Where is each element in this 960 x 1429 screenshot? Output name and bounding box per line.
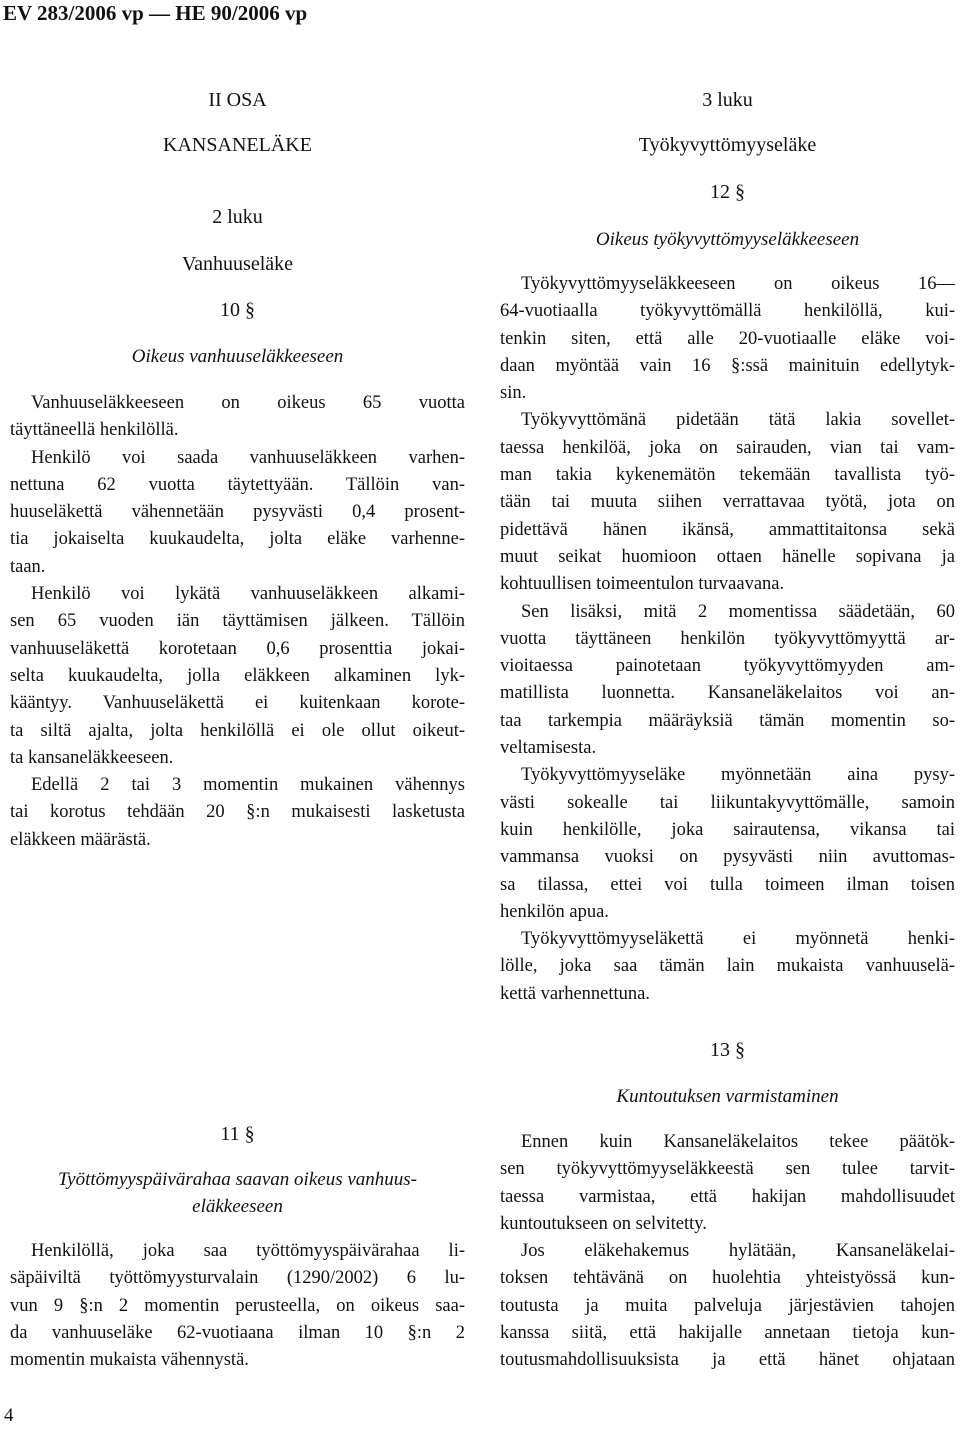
text-line: Jos eläkehakemus hylätään, Kansaneläkelai- — [521, 1241, 955, 1262]
section-heading-line: eläkkeeseen — [192, 1196, 283, 1218]
text-line: man takia kykenemätön tekemään tavallista työ- — [500, 465, 955, 486]
text-line: momentin mukaista vähennystä. — [10, 1350, 249, 1371]
text-line: kettä varhennettuna. — [500, 983, 650, 1004]
part-label: II OSA — [208, 89, 267, 111]
text-line: Henkilö voi saada vanhuuseläkkeen varhen- — [31, 447, 465, 468]
text-line: Työkyvyttömänä pidetään tätä lakia sovellet- — [521, 410, 955, 431]
chapter-title: Vanhuuseläke — [181, 253, 294, 275]
text-line: nettuna 62 vuotta täytettyään. Tällöin van- — [10, 474, 465, 495]
text-line: vanhuuseläkettä korotetaan 0,6 prosenttia jokai- — [10, 638, 465, 659]
text-line: vioitaessa painotetaan työkyvyttömyyden am- — [500, 656, 955, 677]
text-line: kääntyy. Vanhuuseläkettä ei kuitenkaan korote- — [10, 693, 465, 714]
section-number: 13 § — [710, 1039, 745, 1061]
text-line: kohtuullisen toimeentulon turvaavana. — [500, 574, 785, 595]
paragraph — [500, 1238, 955, 1374]
text-line: Työkyvyttömyyseläke myönnetään aina pysy- — [521, 765, 955, 786]
text-line: Työkyvyttömyyseläkettä ei myönnetä henki- — [521, 929, 955, 950]
section-heading: Oikeus työkyvyttömyyseläkkeeseen — [595, 229, 860, 250]
text-line: tään tai muuta siihen verrattavaa työtä, jota on — [500, 492, 955, 513]
text-line: muut seikat huomioon ottaen hänelle sopivana ja — [500, 546, 955, 567]
text-line: ta kansaneläkkeeseen. — [10, 747, 174, 768]
text-line: Sen lisäksi, mitä 2 momentissa säädetään, 60 — [521, 601, 955, 622]
text-line: tia jokaiselta kuukaudelta, jolta eläke varhenne- — [10, 529, 465, 550]
text-line: Edellä 2 tai 3 momentin mukainen vähennys — [31, 775, 465, 796]
text-line: sa tilassa, ettei voi tulla toimeen ilman toisen — [500, 874, 955, 895]
text-line: 64-vuotiaalla työkyvyttömällä henkilöllä, kui- — [500, 301, 955, 322]
text-line: vammansa vuoksi on pysyvästi niin avuttomas- — [500, 847, 955, 868]
text-line: pidettävä hänen ikänsä, ammattitaitonsa sekä — [500, 519, 955, 540]
text-line: lölle, joka saa tämän lain mukaista vanhuuselä- — [500, 956, 955, 977]
text-line: eläkkeen määrästä. — [10, 829, 151, 850]
section-body — [500, 1129, 955, 1375]
text-line: kuntoutukseen on selvitetty. — [500, 1213, 707, 1234]
text-line: vuotta täyttäneen henkilön työkyvyttömyyttä ar- — [500, 628, 955, 649]
text-line: västi sokealle tai liikuntakyvyttömälle, samoin — [500, 792, 955, 813]
section-heading: Kuntoutuksen varmistaminen — [616, 1086, 839, 1107]
paragraph — [500, 599, 955, 763]
text-line: säpäiviltä työttömyysturvalain (1290/2002) 6 lu- — [10, 1268, 465, 1289]
text-line: daan myöntää vain 16 §:ssä mainituin edellytyk- — [500, 355, 955, 376]
paragraph — [10, 772, 465, 854]
section-number: 12 § — [710, 181, 745, 203]
text-line: täyttäneellä henkilöllä. — [10, 420, 179, 441]
paragraph — [10, 390, 465, 445]
text-line: kuin henkilölle, joka sairautensa, vikansa tai — [500, 819, 955, 840]
text-line: sen 65 vuoden iän täyttämisen jälkeen. Tällöin — [10, 611, 465, 632]
paragraph — [500, 271, 955, 407]
section-number: 10 § — [220, 299, 255, 321]
page-number: 4 — [4, 1405, 14, 1426]
chapter-label: 3 luku — [702, 89, 753, 111]
text-line: tai korotus tehdään 20 §:n mukaisesti lasketusta — [10, 802, 465, 823]
text-line: ta siltä ajalta, jolta henkilöllä ei ole ollut oikeut- — [10, 720, 465, 741]
text-line: veltamisesta. — [500, 738, 597, 759]
text-line: taessa henkilöä, joka on sairauden, vian tai vam- — [500, 437, 955, 458]
text-line: matillista luonnetta. Kansaneläkelaitos voi an- — [500, 683, 955, 704]
text-line: tenkin siten, että alle 20-vuotiaalle eläke voi- — [500, 328, 955, 349]
paragraph — [500, 1129, 955, 1238]
part-title: KANSANELÄKE — [163, 134, 312, 156]
text-line: da vanhuuseläke 62-vuotiaana ilman 10 §:n 2 — [10, 1322, 465, 1343]
text-line: sen työkyvyttömyyseläkkeestä sen tulee tarvit- — [500, 1159, 955, 1180]
section-heading — [10, 1166, 465, 1221]
text-line: huuseläkettä vähennetään pysyvästi 0,4 prosent- — [10, 502, 465, 523]
paragraph — [500, 926, 955, 1008]
text-line: sin. — [500, 383, 527, 404]
paragraph — [500, 762, 955, 926]
chapter-label: 2 luku — [212, 206, 263, 228]
text-line: toutusta ja muita palveluja järjestävien tahojen — [500, 1295, 955, 1316]
section-body — [500, 271, 955, 1008]
text-line: toutusmahdollisuuksista ja että hänet ohjataan — [500, 1350, 955, 1371]
paragraph — [10, 581, 465, 772]
text-line: kanssa siitä, että hakijalle annetaan tietoja kun- — [500, 1323, 955, 1344]
paragraph — [10, 1238, 465, 1374]
chapter-title: Työkyvyttömyyseläke — [638, 134, 817, 156]
section-heading-line: Työttömyyspäivärahaa saavan oikeus vanhuus- — [57, 1169, 417, 1190]
section-heading: Oikeus vanhuuseläkkeeseen — [131, 346, 344, 367]
running-title: EV 283/2006 vp — HE 90/2006 vp — [3, 1, 308, 25]
paragraph — [500, 407, 955, 598]
text-line: henkilön apua. — [500, 901, 609, 922]
section-number: 11 § — [220, 1123, 255, 1145]
text-line: vun 9 §:n 2 momentin perusteella, on oikeus saa- — [10, 1295, 465, 1316]
section-body — [10, 390, 465, 854]
text-line: taessa varmistaa, että hakijan mahdollisuudet — [500, 1186, 955, 1207]
paragraph — [10, 445, 465, 581]
text-line: Henkilö voi lykätä vanhuuseläkkeen alkami- — [31, 584, 465, 605]
text-line: Työkyvyttömyyseläkkeeseen on oikeus 16— — [521, 274, 955, 294]
text-line: Ennen kuin Kansaneläkelaitos tekee päätök- — [521, 1132, 955, 1152]
section-body — [10, 1238, 465, 1374]
text-line: Henkilöllä, joka saa työttömyyspäivärahaa li- — [31, 1241, 465, 1261]
text-line: taa tarkempia määräyksiä tämän momentin so- — [500, 710, 955, 731]
text-line: Vanhuuseläkkeeseen on oikeus 65 vuotta — [31, 393, 465, 413]
text-line: toksen tehtävänä on huolehtia yhteistyössä kun- — [500, 1268, 955, 1289]
text-line: taan. — [10, 556, 46, 577]
text-line: selta kuukaudelta, jolla eläkkeen alkaminen lyk- — [10, 665, 465, 686]
